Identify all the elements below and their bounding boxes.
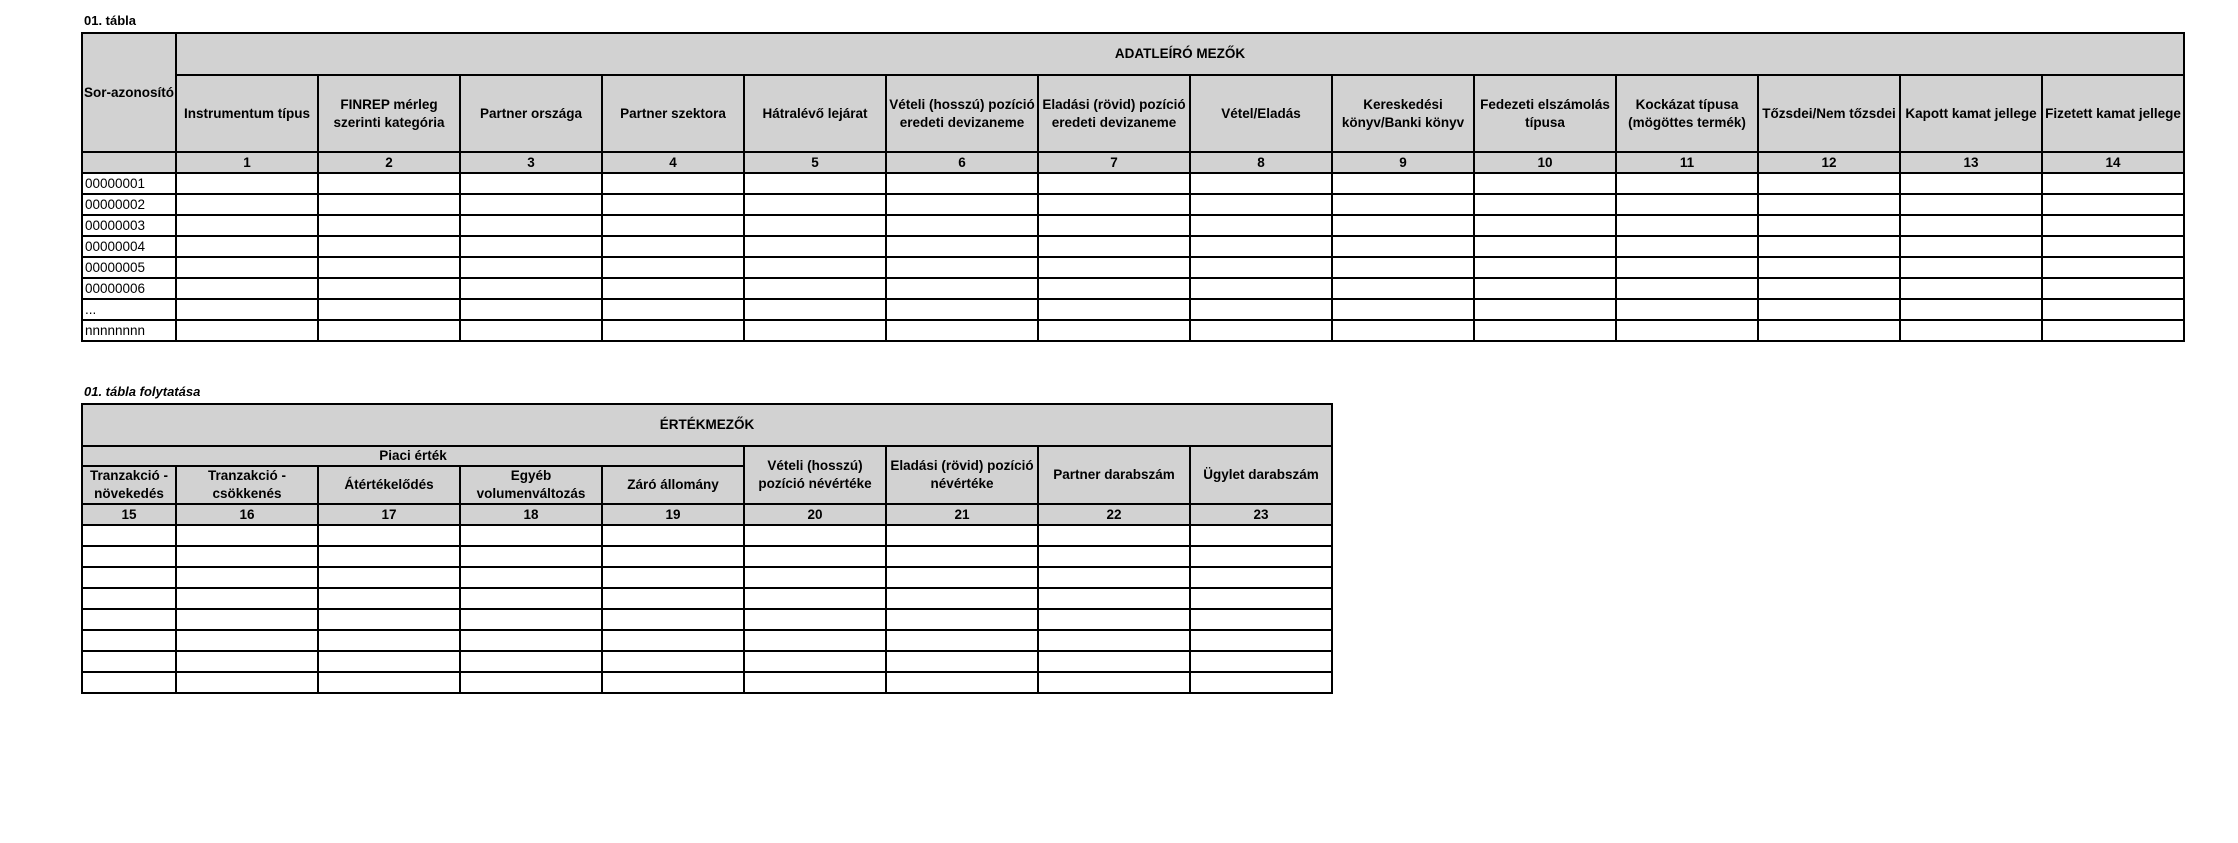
input-cell[interactable] [460, 588, 602, 609]
input-cell[interactable] [744, 236, 886, 257]
group-header-descriptor-fields: ADATLEÍRÓ MEZŐK [176, 33, 2184, 75]
table-row [82, 651, 1332, 672]
input-cell[interactable] [744, 609, 886, 630]
input-cell[interactable] [318, 672, 460, 693]
input-cell[interactable] [744, 672, 886, 693]
input-cell[interactable] [886, 173, 1038, 194]
row-id-cell: 00000003 [82, 215, 176, 236]
input-cell[interactable] [886, 236, 1038, 257]
input-cell[interactable] [318, 320, 460, 341]
table2-caption: 01. tábla folytatása [84, 384, 201, 399]
input-cell[interactable] [1038, 672, 1190, 693]
input-cell[interactable] [82, 651, 176, 672]
input-cell[interactable] [318, 525, 460, 546]
column-header: Vételi (hosszú) pozíció eredeti devizaneme [886, 75, 1038, 152]
column-header: Instrumentum típus [176, 75, 318, 152]
input-cell[interactable] [1332, 278, 1474, 299]
input-cell[interactable] [1190, 173, 1332, 194]
input-cell[interactable] [602, 567, 744, 588]
input-cell[interactable] [1332, 257, 1474, 278]
input-cell[interactable] [176, 194, 318, 215]
input-cell[interactable] [460, 320, 602, 341]
column-number: 16 [176, 504, 318, 525]
row-id-cell: 00000001 [82, 173, 176, 194]
input-cell[interactable] [82, 567, 176, 588]
input-cell[interactable] [1758, 257, 1900, 278]
input-cell[interactable] [1190, 236, 1332, 257]
row-id-cell: 00000005 [82, 257, 176, 278]
column-number: 9 [1332, 152, 1474, 173]
input-cell[interactable] [460, 194, 602, 215]
input-cell[interactable] [176, 588, 318, 609]
input-cell[interactable] [1758, 236, 1900, 257]
column-number: 3 [460, 152, 602, 173]
input-cell[interactable] [1190, 320, 1332, 341]
table-row [82, 215, 2184, 236]
input-cell[interactable] [602, 278, 744, 299]
input-cell[interactable] [460, 236, 602, 257]
column-number: 2 [318, 152, 460, 173]
table-row [82, 672, 1332, 693]
input-cell[interactable] [82, 546, 176, 567]
column-header: Fizetett kamat jellege [2042, 75, 2184, 152]
input-cell[interactable] [744, 546, 886, 567]
input-cell[interactable] [318, 567, 460, 588]
input-cell[interactable] [744, 194, 886, 215]
input-cell[interactable] [602, 630, 744, 651]
column-number: 5 [744, 152, 886, 173]
input-cell[interactable] [1332, 173, 1474, 194]
input-cell[interactable] [1758, 194, 1900, 215]
input-cell[interactable] [1038, 546, 1190, 567]
table-row [82, 588, 1332, 609]
column-header: Záró állomány [602, 466, 744, 504]
input-cell[interactable] [886, 588, 1038, 609]
column-number: 6 [886, 152, 1038, 173]
row-id-cell: 00000004 [82, 236, 176, 257]
table-row [82, 546, 1332, 567]
column-header: Kockázat típusa (mögöttes termék) [1616, 75, 1758, 152]
input-cell[interactable] [1900, 194, 2042, 215]
input-cell[interactable] [1474, 194, 1616, 215]
column-number: 10 [1474, 152, 1616, 173]
input-cell[interactable] [602, 257, 744, 278]
input-cell[interactable] [1900, 236, 2042, 257]
row-id-cell: ... [82, 299, 176, 320]
input-cell[interactable] [1332, 320, 1474, 341]
input-cell[interactable] [886, 672, 1038, 693]
input-cell[interactable] [1190, 257, 1332, 278]
input-cell[interactable] [1474, 278, 1616, 299]
column-header: Fedezeti elszámolás típusa [1474, 75, 1616, 152]
input-cell[interactable] [460, 525, 602, 546]
input-cell[interactable] [1474, 257, 1616, 278]
input-cell[interactable] [176, 173, 318, 194]
input-cell[interactable] [460, 672, 602, 693]
input-cell[interactable] [1190, 567, 1332, 588]
input-cell[interactable] [602, 299, 744, 320]
input-cell[interactable] [2042, 173, 2184, 194]
input-cell[interactable] [1190, 609, 1332, 630]
input-cell[interactable] [602, 546, 744, 567]
input-cell[interactable] [2042, 299, 2184, 320]
input-cell[interactable] [744, 525, 886, 546]
input-cell[interactable] [1190, 651, 1332, 672]
input-cell[interactable] [318, 278, 460, 299]
table-row [82, 173, 2184, 194]
group-header-value-fields: ÉRTÉKMEZŐK [82, 404, 1332, 446]
table-row [82, 525, 1332, 546]
column-number: 17 [318, 504, 460, 525]
input-cell[interactable] [82, 630, 176, 651]
input-cell[interactable] [744, 567, 886, 588]
input-cell[interactable] [1190, 194, 1332, 215]
input-cell[interactable] [1474, 320, 1616, 341]
input-cell[interactable] [318, 299, 460, 320]
input-cell[interactable] [318, 173, 460, 194]
input-cell[interactable] [176, 257, 318, 278]
input-cell[interactable] [176, 546, 318, 567]
input-cell[interactable] [318, 630, 460, 651]
column-number: 23 [1190, 504, 1332, 525]
table-row [82, 278, 2184, 299]
input-cell[interactable] [460, 546, 602, 567]
column-number: 13 [1900, 152, 2042, 173]
input-cell[interactable] [602, 609, 744, 630]
input-cell[interactable] [1038, 525, 1190, 546]
input-cell[interactable] [602, 651, 744, 672]
input-cell[interactable] [1038, 236, 1190, 257]
input-cell[interactable] [886, 257, 1038, 278]
input-cell[interactable] [318, 651, 460, 672]
input-cell[interactable] [1474, 215, 1616, 236]
input-cell[interactable] [744, 651, 886, 672]
input-cell[interactable] [1616, 215, 1758, 236]
column-header: Partner darabszám [1038, 446, 1190, 504]
input-cell[interactable] [1038, 609, 1190, 630]
input-cell[interactable] [1038, 320, 1190, 341]
input-cell[interactable] [82, 588, 176, 609]
table-row [82, 567, 1332, 588]
input-cell[interactable] [460, 299, 602, 320]
input-cell[interactable] [1758, 299, 1900, 320]
column-number: 22 [1038, 504, 1190, 525]
input-cell[interactable] [1332, 194, 1474, 215]
input-cell[interactable] [460, 278, 602, 299]
input-cell[interactable] [1758, 278, 1900, 299]
input-cell[interactable] [602, 236, 744, 257]
input-cell[interactable] [82, 672, 176, 693]
input-cell[interactable] [2042, 215, 2184, 236]
input-cell[interactable] [1900, 173, 2042, 194]
column-header: Kapott kamat jellege [1900, 75, 2042, 152]
input-cell[interactable] [1038, 630, 1190, 651]
input-cell[interactable] [176, 278, 318, 299]
column-header: Kereskedési könyv/Banki könyv [1332, 75, 1474, 152]
input-cell[interactable] [1474, 236, 1616, 257]
input-cell[interactable] [602, 215, 744, 236]
column-number: 4 [602, 152, 744, 173]
input-cell[interactable] [1038, 651, 1190, 672]
input-cell[interactable] [602, 194, 744, 215]
input-cell[interactable] [2042, 236, 2184, 257]
column-header: Átértékelődés [318, 466, 460, 504]
column-number: 12 [1758, 152, 1900, 173]
input-cell[interactable] [460, 257, 602, 278]
input-cell[interactable] [2042, 194, 2184, 215]
column-header: Tranzakció - csökkenés [176, 466, 318, 504]
input-cell[interactable] [318, 194, 460, 215]
column-number: 7 [1038, 152, 1190, 173]
input-cell[interactable] [1190, 215, 1332, 236]
column-header: Eladási (rövid) pozíció eredeti devizaneme [1038, 75, 1190, 152]
input-cell[interactable] [886, 215, 1038, 236]
input-cell[interactable] [886, 651, 1038, 672]
input-cell[interactable] [1616, 173, 1758, 194]
input-cell[interactable] [1038, 215, 1190, 236]
input-cell[interactable] [176, 525, 318, 546]
input-cell[interactable] [1038, 194, 1190, 215]
input-cell[interactable] [460, 609, 602, 630]
input-cell[interactable] [1758, 215, 1900, 236]
input-cell[interactable] [1616, 194, 1758, 215]
input-cell[interactable] [1038, 173, 1190, 194]
table-row [82, 257, 2184, 278]
input-cell[interactable] [744, 173, 886, 194]
input-cell[interactable] [176, 630, 318, 651]
column-number: 1 [176, 152, 318, 173]
input-cell[interactable] [318, 215, 460, 236]
input-cell[interactable] [1900, 257, 2042, 278]
input-cell[interactable] [886, 609, 1038, 630]
input-cell[interactable] [886, 194, 1038, 215]
table-row [82, 609, 1332, 630]
row-id-header: Sor-azonosító [82, 33, 176, 152]
table-row [82, 236, 2184, 257]
input-cell[interactable] [2042, 257, 2184, 278]
input-cell[interactable] [1190, 525, 1332, 546]
input-cell[interactable] [2042, 320, 2184, 341]
input-cell[interactable] [744, 215, 886, 236]
column-header: Tranzakció - növekedés [82, 466, 176, 504]
column-header: Eladási (rövid) pozíció névértéke [886, 446, 1038, 504]
column-number: 15 [82, 504, 176, 525]
input-cell[interactable] [744, 630, 886, 651]
input-cell[interactable] [1190, 299, 1332, 320]
input-cell[interactable] [176, 320, 318, 341]
input-cell[interactable] [744, 278, 886, 299]
input-cell[interactable] [744, 257, 886, 278]
column-header: Ügylet darabszám [1190, 446, 1332, 504]
column-header: Vétel/Eladás [1190, 75, 1332, 152]
column-header: Vételi (hosszú) pozíció névértéke [744, 446, 886, 504]
input-cell[interactable] [744, 588, 886, 609]
input-cell[interactable] [1190, 588, 1332, 609]
table-row [82, 320, 2184, 341]
input-cell[interactable] [176, 567, 318, 588]
input-cell[interactable] [82, 609, 176, 630]
column-header: Egyéb volumenváltozás [460, 466, 602, 504]
input-cell[interactable] [886, 630, 1038, 651]
input-cell[interactable] [1900, 320, 2042, 341]
input-cell[interactable] [318, 257, 460, 278]
input-cell[interactable] [1038, 299, 1190, 320]
input-cell[interactable] [176, 672, 318, 693]
table1-caption: 01. tábla [84, 13, 137, 28]
input-cell[interactable] [602, 173, 744, 194]
input-cell[interactable] [602, 320, 744, 341]
row-id-cell: 00000006 [82, 278, 176, 299]
column-number: 19 [602, 504, 744, 525]
input-cell[interactable] [886, 567, 1038, 588]
input-cell[interactable] [460, 567, 602, 588]
column-header: Tőzsdei/Nem tőzsdei [1758, 75, 1900, 152]
row-id-cell: nnnnnnnn [82, 320, 176, 341]
input-cell[interactable] [460, 215, 602, 236]
column-number: 18 [460, 504, 602, 525]
input-cell[interactable] [318, 588, 460, 609]
input-cell[interactable] [1190, 278, 1332, 299]
input-cell[interactable] [1038, 257, 1190, 278]
column-header: Hátralévő lejárat [744, 75, 886, 152]
input-cell[interactable] [886, 278, 1038, 299]
input-cell[interactable] [1900, 215, 2042, 236]
input-cell[interactable] [460, 173, 602, 194]
input-cell[interactable] [318, 236, 460, 257]
value-fields-table [81, 403, 1333, 694]
input-cell[interactable] [1900, 278, 2042, 299]
table-row [82, 299, 2184, 320]
input-cell[interactable] [176, 609, 318, 630]
column-header: Partner szektora [602, 75, 744, 152]
input-cell[interactable] [744, 320, 886, 341]
subgroup-header-market-value: Piaci érték [82, 446, 744, 466]
input-cell[interactable] [1758, 320, 1900, 341]
input-cell[interactable] [1332, 299, 1474, 320]
input-cell[interactable] [460, 651, 602, 672]
row-id-number-cell [82, 152, 176, 173]
input-cell[interactable] [1474, 173, 1616, 194]
input-cell[interactable] [1332, 236, 1474, 257]
input-cell[interactable] [602, 588, 744, 609]
column-number: 11 [1616, 152, 1758, 173]
input-cell[interactable] [460, 630, 602, 651]
input-cell[interactable] [602, 525, 744, 546]
input-cell[interactable] [176, 651, 318, 672]
input-cell[interactable] [1474, 299, 1616, 320]
input-cell[interactable] [318, 609, 460, 630]
data-descriptor-table [81, 32, 2185, 342]
input-cell[interactable] [1616, 257, 1758, 278]
input-cell[interactable] [2042, 278, 2184, 299]
input-cell[interactable] [82, 525, 176, 546]
input-cell[interactable] [886, 525, 1038, 546]
column-number: 21 [886, 504, 1038, 525]
input-cell[interactable] [744, 299, 886, 320]
input-cell[interactable] [176, 215, 318, 236]
column-number: 14 [2042, 152, 2184, 173]
input-cell[interactable] [1190, 630, 1332, 651]
column-header: Partner országa [460, 75, 602, 152]
input-cell[interactable] [1616, 236, 1758, 257]
input-cell[interactable] [1038, 567, 1190, 588]
table-row [82, 630, 1332, 651]
input-cell[interactable] [886, 320, 1038, 341]
input-cell[interactable] [176, 236, 318, 257]
input-cell[interactable] [602, 672, 744, 693]
input-cell[interactable] [1616, 299, 1758, 320]
input-cell[interactable] [1900, 299, 2042, 320]
table-row [82, 194, 2184, 215]
input-cell[interactable] [176, 299, 318, 320]
input-cell[interactable] [1616, 278, 1758, 299]
input-cell[interactable] [1190, 546, 1332, 567]
input-cell[interactable] [1616, 320, 1758, 341]
input-cell[interactable] [318, 546, 460, 567]
input-cell[interactable] [1190, 672, 1332, 693]
column-number: 8 [1190, 152, 1332, 173]
input-cell[interactable] [1758, 173, 1900, 194]
input-cell[interactable] [886, 546, 1038, 567]
column-header: FINREP mérleg szerinti kategória [318, 75, 460, 152]
column-number: 20 [744, 504, 886, 525]
input-cell[interactable] [1038, 278, 1190, 299]
row-id-cell: 00000002 [82, 194, 176, 215]
input-cell[interactable] [886, 299, 1038, 320]
input-cell[interactable] [1332, 215, 1474, 236]
input-cell[interactable] [1038, 588, 1190, 609]
